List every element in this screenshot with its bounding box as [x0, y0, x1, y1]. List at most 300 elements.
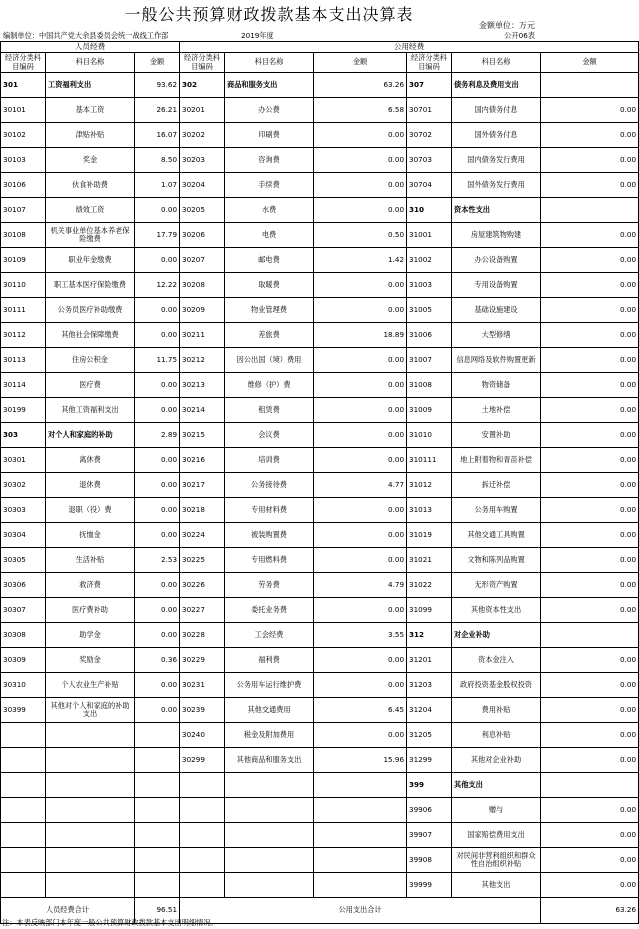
code-cell: 30228 [180, 623, 225, 648]
code-cell: 31009 [407, 398, 452, 423]
code-cell: 31099 [407, 598, 452, 623]
name-cell: 印刷费 [225, 123, 314, 148]
code-cell: 30215 [180, 423, 225, 448]
code-cell: 30199 [1, 398, 46, 423]
name-cell: 专用设备购置 [452, 273, 541, 298]
code-cell: 31001 [407, 223, 452, 248]
code-cell: 39907 [407, 823, 452, 848]
code-cell: 30303 [1, 498, 46, 523]
name-cell: 赠与 [452, 798, 541, 823]
amount-cell: 0.00 [314, 298, 407, 323]
table-row [1, 448, 639, 473]
amount-cell: 6.58 [314, 98, 407, 123]
name-cell: 邮电费 [225, 248, 314, 273]
amount-cell [541, 623, 639, 648]
amount-cell: 4.79 [314, 573, 407, 598]
code-cell: 30212 [180, 348, 225, 373]
amount-cell: 0.00 [541, 573, 639, 598]
code-cell: 30205 [180, 198, 225, 223]
code-cell: 312 [407, 623, 452, 648]
amount-cell: 0.00 [135, 698, 180, 723]
personnel-total-value: 96.51 [135, 898, 180, 924]
table-row [1, 398, 639, 423]
expenditure-table [0, 41, 639, 924]
amount-cell: 0.00 [541, 523, 639, 548]
table-row [1, 848, 639, 873]
code-cell: 31007 [407, 348, 452, 373]
table-row [1, 73, 639, 98]
name-cell: 取暖费 [225, 273, 314, 298]
code-cell [1, 723, 46, 748]
name-cell: 办公设备购置 [452, 248, 541, 273]
public-total-label: 公用支出合计 [180, 898, 541, 924]
name-cell: 手续费 [225, 173, 314, 198]
amount-cell: 0.00 [314, 273, 407, 298]
code-cell [180, 873, 225, 898]
table-row [1, 673, 639, 698]
name-cell: 因公出国（境）费用 [225, 348, 314, 373]
amount-cell: 0.00 [541, 698, 639, 723]
amount-cell [541, 198, 639, 223]
code-cell: 30229 [180, 648, 225, 673]
amount-cell: 0.00 [541, 798, 639, 823]
section-public: 公用经费 [180, 42, 639, 53]
name-cell: 差旅费 [225, 323, 314, 348]
code-cell: 30207 [180, 248, 225, 273]
name-cell: 物业管理费 [225, 298, 314, 323]
code-cell: 30211 [180, 323, 225, 348]
name-cell [46, 723, 135, 748]
code-cell: 30299 [180, 748, 225, 773]
amount-cell [135, 748, 180, 773]
name-cell: 被装购置费 [225, 523, 314, 548]
name-cell [46, 823, 135, 848]
name-cell: 奖金 [46, 148, 135, 173]
code-cell: 30702 [407, 123, 452, 148]
amount-cell: 0.00 [541, 348, 639, 373]
code-cell [1, 823, 46, 848]
amount-cell: 0.00 [314, 198, 407, 223]
code-cell [1, 798, 46, 823]
name-cell: 其他对企业补助 [452, 748, 541, 773]
table-row [1, 598, 639, 623]
code-cell: 30218 [180, 498, 225, 523]
name-cell: 住房公积金 [46, 348, 135, 373]
amount-cell: 16.07 [135, 123, 180, 148]
code-cell: 310 [407, 198, 452, 223]
name-cell: 商品和服务支出 [225, 73, 314, 98]
table-row [1, 548, 639, 573]
amount-cell [135, 773, 180, 798]
amount-cell: 0.00 [314, 348, 407, 373]
name-cell: 债务利息及费用支出 [452, 73, 541, 98]
name-cell: 安置补助 [452, 423, 541, 448]
name-cell: 机关事业单位基本养老保险缴费 [46, 223, 135, 248]
compiling-unit: 编制单位：中国共产党大余县委员会统一战线工作部 [3, 31, 169, 40]
table-row [1, 623, 639, 648]
name-cell: 土地补偿 [452, 398, 541, 423]
name-cell: 其他社会保障缴费 [46, 323, 135, 348]
table-row [1, 798, 639, 823]
code-cell: 30216 [180, 448, 225, 473]
name-cell [225, 873, 314, 898]
table-row [1, 173, 639, 198]
name-cell [225, 798, 314, 823]
name-cell: 基础设施建设 [452, 298, 541, 323]
form-number: 公开06表 [504, 31, 535, 40]
code-cell: 30301 [1, 448, 46, 473]
amount-cell: 18.89 [314, 323, 407, 348]
code-cell: 307 [407, 73, 452, 98]
name-cell [46, 848, 135, 873]
header-amount: 金额 [135, 53, 180, 73]
code-cell: 30106 [1, 173, 46, 198]
table-row [1, 273, 639, 298]
report-info-row [0, 31, 538, 41]
code-cell: 30226 [180, 573, 225, 598]
name-cell: 公务员医疗补助缴费 [46, 298, 135, 323]
code-cell: 31012 [407, 473, 452, 498]
amount-cell [135, 823, 180, 848]
amount-cell: 0.00 [135, 673, 180, 698]
table-row [1, 523, 639, 548]
name-cell: 职工基本医疗保险缴费 [46, 273, 135, 298]
code-cell: 30113 [1, 348, 46, 373]
name-cell: 大型修缮 [452, 323, 541, 348]
name-cell: 退职（役）费 [46, 498, 135, 523]
name-cell: 国家赔偿费用支出 [452, 823, 541, 848]
amount-cell: 0.50 [314, 223, 407, 248]
code-cell [1, 773, 46, 798]
amount-cell: 0.00 [541, 848, 639, 873]
code-cell: 31008 [407, 373, 452, 398]
name-cell: 电费 [225, 223, 314, 248]
amount-cell: 0.00 [541, 748, 639, 773]
amount-cell: 17.79 [135, 223, 180, 248]
code-cell: 30306 [1, 573, 46, 598]
amount-cell: 1.42 [314, 248, 407, 273]
name-cell: 医疗费 [46, 373, 135, 398]
amount-cell: 0.00 [541, 498, 639, 523]
table-row [1, 198, 639, 223]
amount-cell: 0.00 [314, 448, 407, 473]
name-cell: 咨询费 [225, 148, 314, 173]
amount-cell: 0.00 [541, 373, 639, 398]
name-cell: 国内债务发行费用 [452, 148, 541, 173]
personnel-total-label: 人员经费合计 [1, 898, 135, 924]
amount-cell: 0.00 [314, 148, 407, 173]
code-cell [180, 798, 225, 823]
code-cell: 31003 [407, 273, 452, 298]
name-cell: 国外债务付息 [452, 123, 541, 148]
page-title: 一般公共预算财政拨款基本支出决算表 [124, 5, 414, 24]
table-row [1, 373, 639, 398]
column-header-row [1, 53, 639, 73]
header-name: 科目名称 [452, 53, 541, 73]
table-row [1, 473, 639, 498]
table-row [1, 823, 639, 848]
code-cell: 30225 [180, 548, 225, 573]
code-cell: 30231 [180, 673, 225, 698]
code-cell [180, 773, 225, 798]
amount-cell: 0.00 [135, 523, 180, 548]
amount-cell: 0.00 [541, 223, 639, 248]
code-cell: 30102 [1, 123, 46, 148]
amount-cell: 0.00 [314, 173, 407, 198]
report-year: 2019年度 [241, 31, 274, 40]
code-cell: 30304 [1, 523, 46, 548]
name-cell: 离休费 [46, 448, 135, 473]
name-cell: 其他工资福利支出 [46, 398, 135, 423]
code-cell: 30109 [1, 248, 46, 273]
name-cell: 伙食补助费 [46, 173, 135, 198]
name-cell: 信息网络及软件购置更新 [452, 348, 541, 373]
table-row [1, 348, 639, 373]
amount-cell: 0.00 [314, 498, 407, 523]
name-cell: 绩效工资 [46, 198, 135, 223]
amount-cell: 0.36 [135, 648, 180, 673]
code-cell: 30213 [180, 373, 225, 398]
name-cell: 专用燃料费 [225, 548, 314, 573]
name-cell: 退休费 [46, 473, 135, 498]
table-row [1, 298, 639, 323]
code-cell: 30227 [180, 598, 225, 623]
code-cell: 30202 [180, 123, 225, 148]
amount-unit: 金额单位：万元 [479, 21, 535, 30]
code-cell: 31013 [407, 498, 452, 523]
amount-cell [541, 773, 639, 798]
header-amount: 金额 [314, 53, 407, 73]
name-cell: 工会经费 [225, 623, 314, 648]
amount-cell: 0.00 [541, 423, 639, 448]
name-cell: 对企业补助 [452, 623, 541, 648]
amount-cell: 0.00 [541, 248, 639, 273]
amount-cell [314, 848, 407, 873]
amount-cell: 0.00 [541, 723, 639, 748]
amount-cell: 0.00 [314, 723, 407, 748]
code-cell: 30309 [1, 648, 46, 673]
name-cell: 租赁费 [225, 398, 314, 423]
name-cell: 救济费 [46, 573, 135, 598]
amount-cell: 0.00 [314, 673, 407, 698]
name-cell: 拆迁补偿 [452, 473, 541, 498]
name-cell [46, 873, 135, 898]
table-row [1, 573, 639, 598]
amount-cell: 1.07 [135, 173, 180, 198]
amount-cell: 93.62 [135, 73, 180, 98]
amount-cell: 0.00 [541, 173, 639, 198]
amount-cell: 0.00 [541, 673, 639, 698]
code-cell: 30239 [180, 698, 225, 723]
name-cell: 个人农业生产补贴 [46, 673, 135, 698]
name-cell: 无形资产购置 [452, 573, 541, 598]
name-cell: 公务接待费 [225, 473, 314, 498]
amount-cell [135, 848, 180, 873]
name-cell: 文物和陈列品购置 [452, 548, 541, 573]
code-cell: 30201 [180, 98, 225, 123]
code-cell: 30701 [407, 98, 452, 123]
amount-cell: 0.00 [314, 373, 407, 398]
code-cell: 30107 [1, 198, 46, 223]
code-cell: 301 [1, 73, 46, 98]
code-cell: 30240 [180, 723, 225, 748]
name-cell: 委托业务费 [225, 598, 314, 623]
amount-cell [135, 798, 180, 823]
amount-cell: 0.00 [314, 648, 407, 673]
code-cell: 31002 [407, 248, 452, 273]
name-cell: 培训费 [225, 448, 314, 473]
amount-cell: 26.21 [135, 98, 180, 123]
code-cell: 31010 [407, 423, 452, 448]
amount-cell: 0.00 [135, 473, 180, 498]
code-cell: 30203 [180, 148, 225, 173]
code-cell: 31021 [407, 548, 452, 573]
name-cell [225, 823, 314, 848]
amount-cell: 63.26 [314, 73, 407, 98]
amount-cell [314, 873, 407, 898]
name-cell: 水费 [225, 198, 314, 223]
table-row [1, 873, 639, 898]
amount-cell: 12.22 [135, 273, 180, 298]
amount-cell: 2.53 [135, 548, 180, 573]
table-row [1, 423, 639, 448]
header-code: 经济分类科目编码 [180, 53, 225, 73]
amount-cell: 0.00 [135, 573, 180, 598]
amount-cell [314, 798, 407, 823]
amount-cell: 0.00 [541, 873, 639, 898]
name-cell: 职业年金缴费 [46, 248, 135, 273]
name-cell [225, 848, 314, 873]
code-cell: 39906 [407, 798, 452, 823]
code-cell: 31299 [407, 748, 452, 773]
code-cell: 30206 [180, 223, 225, 248]
table-row [1, 723, 639, 748]
name-cell: 国内债务付息 [452, 98, 541, 123]
amount-cell: 0.00 [541, 398, 639, 423]
name-cell: 税金及附加费用 [225, 723, 314, 748]
amount-cell: 0.00 [135, 248, 180, 273]
name-cell: 公务用车购置 [452, 498, 541, 523]
code-cell: 30308 [1, 623, 46, 648]
name-cell: 福利费 [225, 648, 314, 673]
name-cell: 奖励金 [46, 648, 135, 673]
code-cell: 399 [407, 773, 452, 798]
table-row [1, 698, 639, 723]
amount-cell: 0.00 [135, 298, 180, 323]
name-cell: 其他资本性支出 [452, 598, 541, 623]
amount-cell: 0.00 [135, 398, 180, 423]
code-cell: 303 [1, 423, 46, 448]
table-row [1, 98, 639, 123]
section-header-row [1, 42, 639, 53]
amount-cell: 0.00 [135, 623, 180, 648]
amount-cell: 0.00 [541, 823, 639, 848]
name-cell: 对民间非营利组织和群众性自治组织补贴 [452, 848, 541, 873]
code-cell: 31019 [407, 523, 452, 548]
amount-cell: 0.00 [314, 523, 407, 548]
amount-cell: 0.00 [314, 398, 407, 423]
code-cell: 30217 [180, 473, 225, 498]
amount-cell: 0.00 [135, 323, 180, 348]
footnote: 注：本表反映部门本年度一般公共预算财政拨款基本支出明细情况。 [2, 918, 218, 927]
amount-cell: 15.96 [314, 748, 407, 773]
header-amount: 金额 [541, 53, 639, 73]
amount-cell [314, 773, 407, 798]
name-cell: 基本工资 [46, 98, 135, 123]
code-cell: 30208 [180, 273, 225, 298]
amount-cell: 3.55 [314, 623, 407, 648]
code-cell: 30305 [1, 548, 46, 573]
table-row [1, 323, 639, 348]
amount-cell: 0.00 [541, 548, 639, 573]
amount-cell: 0.00 [314, 548, 407, 573]
code-cell: 31006 [407, 323, 452, 348]
amount-cell: 0.00 [314, 123, 407, 148]
code-cell: 30224 [180, 523, 225, 548]
amount-cell: 0.00 [135, 373, 180, 398]
code-cell: 30214 [180, 398, 225, 423]
code-cell: 30108 [1, 223, 46, 248]
name-cell: 其他支出 [452, 773, 541, 798]
amount-cell: 0.00 [314, 423, 407, 448]
name-cell [46, 798, 135, 823]
amount-cell: 0.00 [541, 273, 639, 298]
code-cell: 310111 [407, 448, 452, 473]
code-cell: 30204 [180, 173, 225, 198]
header-code: 经济分类科目编码 [1, 53, 46, 73]
code-cell: 31201 [407, 648, 452, 673]
amount-cell: 6.45 [314, 698, 407, 723]
code-cell: 31205 [407, 723, 452, 748]
name-cell: 医疗费补助 [46, 598, 135, 623]
amount-cell: 0.00 [135, 448, 180, 473]
table-row [1, 148, 639, 173]
amount-cell: 0.00 [541, 648, 639, 673]
name-cell: 其他交通费用 [225, 698, 314, 723]
amount-cell: 0.00 [135, 598, 180, 623]
code-cell: 31005 [407, 298, 452, 323]
header-code: 经济分类科目编码 [407, 53, 452, 73]
name-cell [225, 773, 314, 798]
name-cell: 其他对个人和家庭的补助支出 [46, 698, 135, 723]
code-cell: 30111 [1, 298, 46, 323]
amount-cell: 0.00 [541, 473, 639, 498]
name-cell: 助学金 [46, 623, 135, 648]
amount-cell: 0.00 [541, 323, 639, 348]
code-cell: 30103 [1, 148, 46, 173]
name-cell: 对个人和家庭的补助 [46, 423, 135, 448]
section-personnel: 人员经费 [1, 42, 180, 53]
name-cell: 工资福利支出 [46, 73, 135, 98]
public-total-value: 63.26 [541, 898, 639, 924]
name-cell: 其他交通工具购置 [452, 523, 541, 548]
code-cell [180, 823, 225, 848]
amount-cell [541, 73, 639, 98]
table-row [1, 223, 639, 248]
name-cell: 津贴补贴 [46, 123, 135, 148]
code-cell: 30110 [1, 273, 46, 298]
amount-cell: 0.00 [541, 298, 639, 323]
table-row [1, 123, 639, 148]
name-cell: 抚恤金 [46, 523, 135, 548]
code-cell [1, 848, 46, 873]
name-cell: 费用补贴 [452, 698, 541, 723]
amount-cell: 0.00 [541, 598, 639, 623]
amount-cell [314, 823, 407, 848]
name-cell: 维修（护）费 [225, 373, 314, 398]
amount-cell: 2.89 [135, 423, 180, 448]
name-cell: 国外债务发行费用 [452, 173, 541, 198]
